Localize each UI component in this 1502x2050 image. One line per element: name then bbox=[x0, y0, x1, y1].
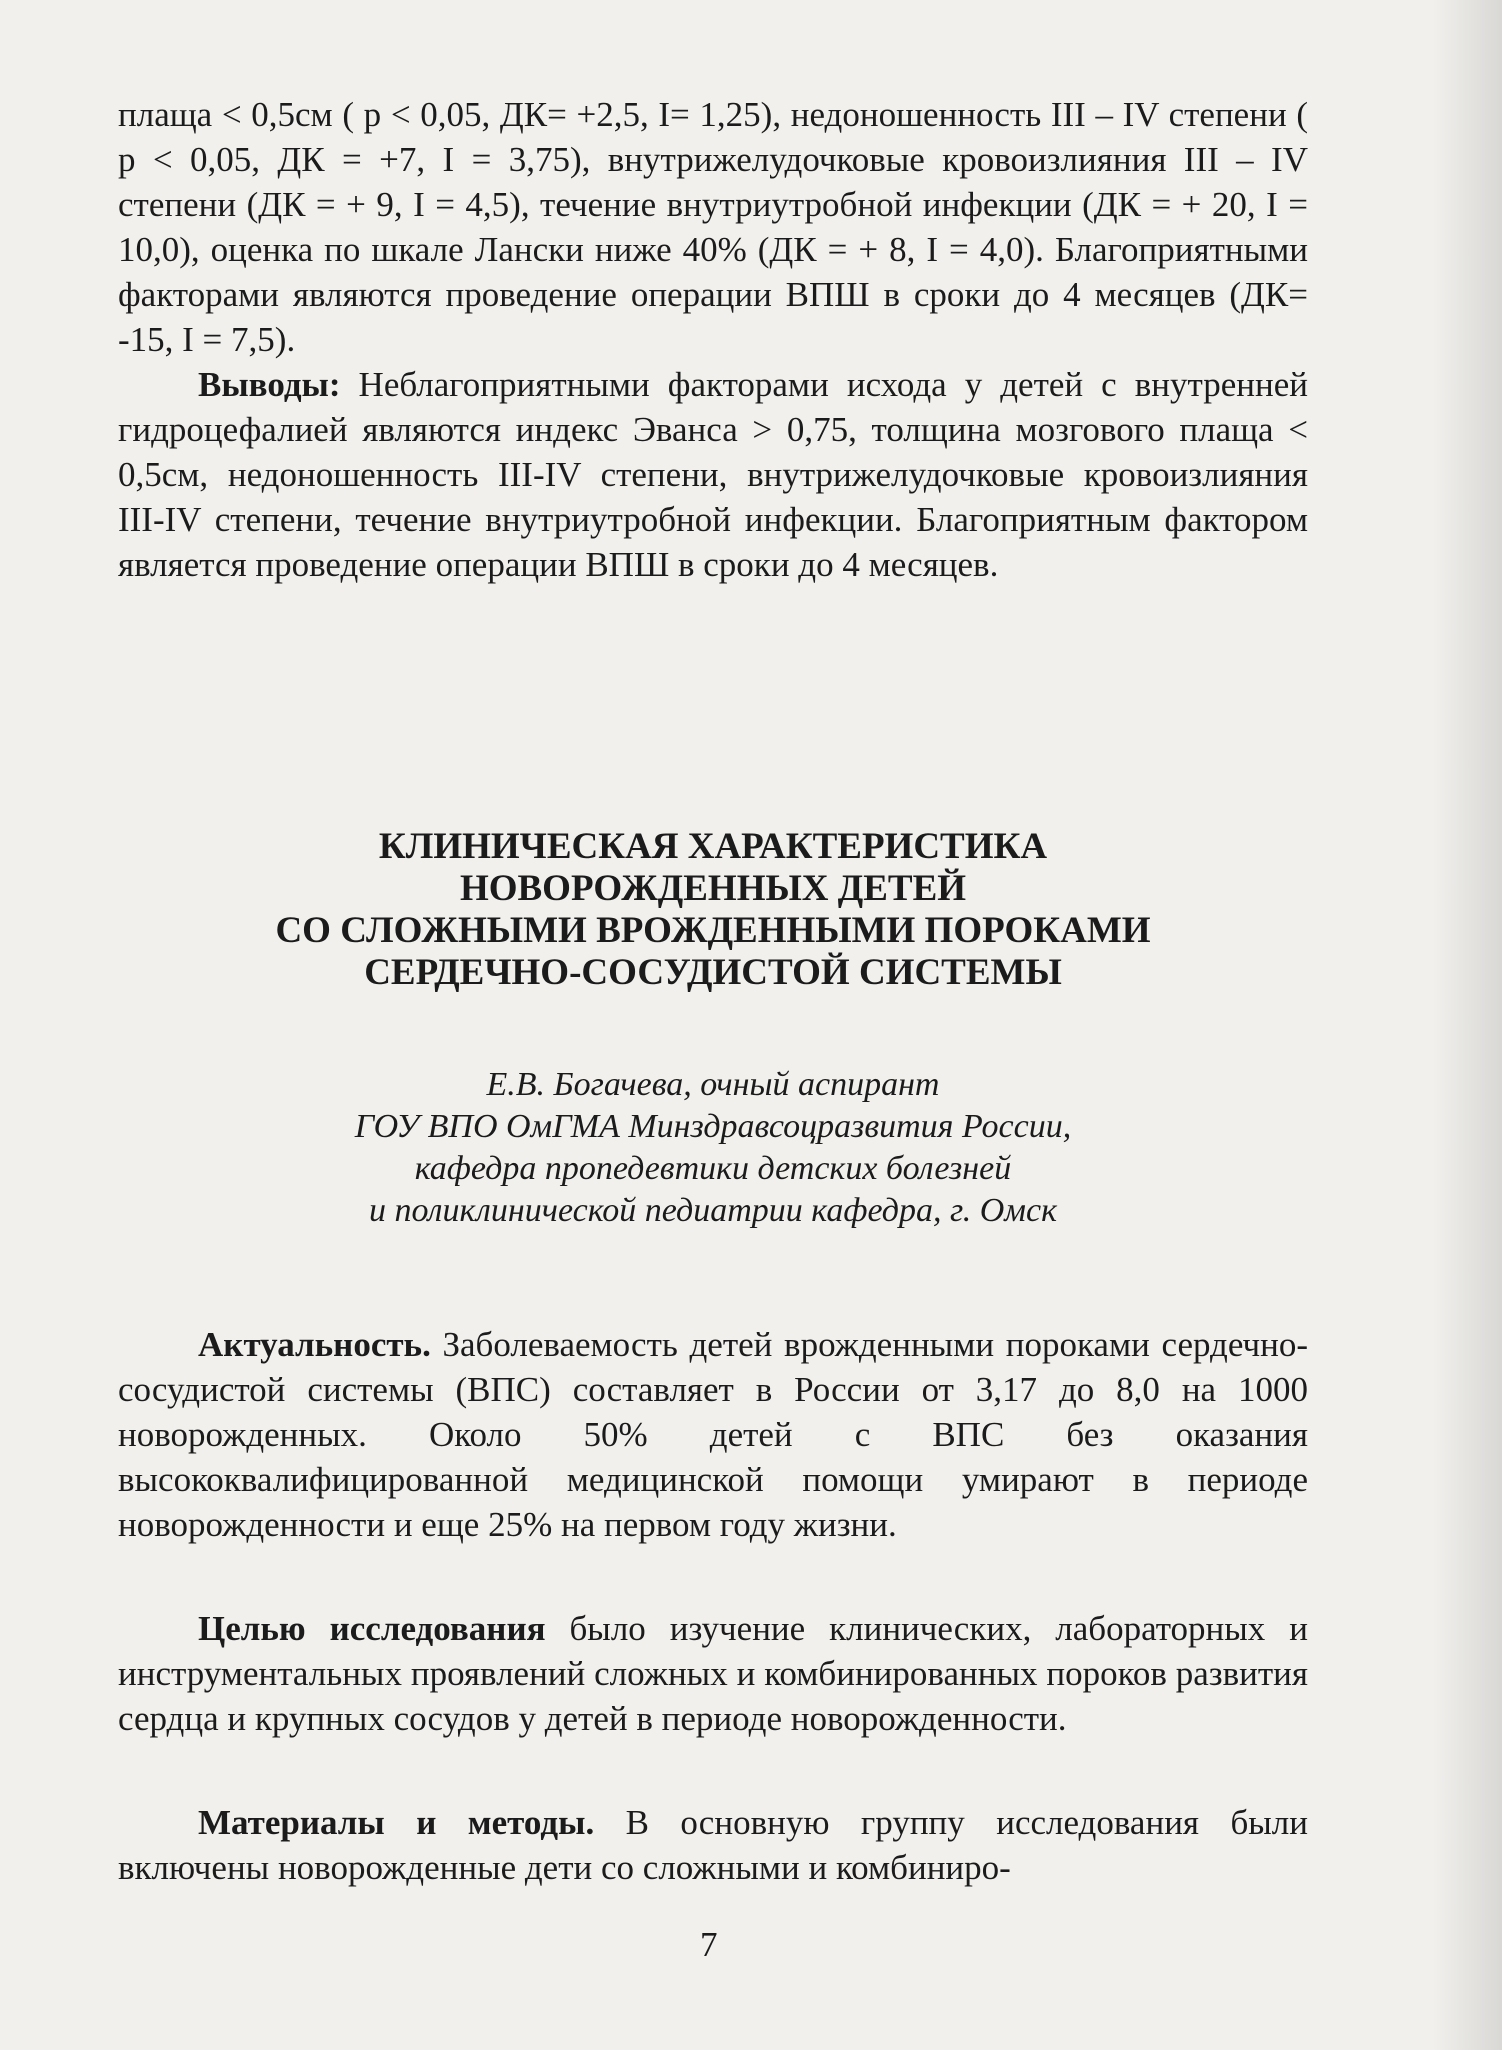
author-line: и поликлинической педиатрии кафедра, г. Омск bbox=[368, 1192, 1058, 1229]
conclusions-text: Неблагоприятными факторами исхода у детей с внутренней гидроцефалией являются индекс Эванса > 0,75, толщина мозгового плаща < 0,5см, недоношенность III-IV степени, внутрижелудочковые кровоизлияния III-IV степени, течение внутриутробной инфекции. Благоприятным фактором является проведение операции ВПШ в сроки до 4 месяцев. bbox=[118, 365, 1308, 584]
conclusions-block bbox=[118, 362, 1308, 587]
methods-block bbox=[118, 1800, 1308, 1890]
article-title bbox=[118, 826, 1308, 994]
relevance-block bbox=[118, 1322, 1308, 1547]
author-affiliation bbox=[118, 1064, 1308, 1232]
page-edge-shadow bbox=[1432, 0, 1502, 2050]
page-number: 7 bbox=[700, 1925, 718, 1964]
aim-block bbox=[118, 1606, 1308, 1741]
top-paragraph: плаща < 0,5см ( р < 0,05, ДК= +2,5, I= 1,25), недоношенность III – IV степени ( р < 0,05, ДК = +7, I = 3,75), внутрижелудочковые кровоизлияния III – IV степени (ДК = + 9, I = 4,5), течение внутриутробной инфекции (ДК = + 20, I = 10,0), оценка по шкале Лански ниже 40% (ДК = + 8, I = 4,0). Благоприятными факторами являются проведение операции ВПШ в сроки до 4 месяцев (ДК= -15, I = 7,5). bbox=[118, 95, 1308, 359]
aim-label: Целью исследования bbox=[198, 1609, 546, 1648]
author-line: кафедра пропедевтики детских болезней bbox=[414, 1150, 1012, 1187]
top-paragraph-block bbox=[118, 92, 1308, 362]
aim-text: было изучение клинических, лабораторных и инструментальных проявлений сложных и комбинированных пороков развития сердца и крупных сосудов у детей в периоде новорожденности. bbox=[118, 1609, 1308, 1738]
methods-text: В основную группу исследования были включены новорожденные дети со сложными и комбиниро- bbox=[118, 1803, 1308, 1887]
title-line: КЛИНИЧЕСКАЯ ХАРАКТЕРИСТИКА bbox=[378, 826, 1048, 867]
author-line: ГОУ ВПО ОмГМА Минздравсоцразвития России, bbox=[354, 1108, 1072, 1145]
conclusions-paragraph bbox=[118, 362, 1308, 587]
conclusions-label: Выводы: bbox=[198, 365, 341, 404]
methods-paragraph bbox=[118, 1800, 1308, 1890]
methods-label: Материалы и методы. bbox=[198, 1803, 595, 1842]
relevance-label: Актуальность. bbox=[198, 1325, 431, 1364]
title-line: СО СЛОЖНЫМИ ВРОЖДЕННЫМИ ПОРОКАМИ bbox=[275, 910, 1151, 951]
relevance-paragraph bbox=[118, 1322, 1308, 1547]
author-line: Е.В. Богачева, очный аспирант bbox=[486, 1066, 940, 1103]
relevance-text: Заболеваемость детей врожденными пороками сердечно-сосудистой системы (ВПС) составляет в России от 3,17 до 8,0 на 1000 новорожденных. Около 50% детей с ВПС без оказания высококвалифицированной медицинской помощи умирают в периоде новорожденности и еще 25% на первом году жизни. bbox=[118, 1325, 1308, 1544]
title-line: НОВОРОЖДЕННЫХ ДЕТЕЙ bbox=[459, 868, 967, 909]
title-line: СЕРДЕЧНО-СОСУДИСТОЙ СИСТЕМЫ bbox=[364, 952, 1062, 993]
aim-paragraph bbox=[118, 1606, 1308, 1741]
